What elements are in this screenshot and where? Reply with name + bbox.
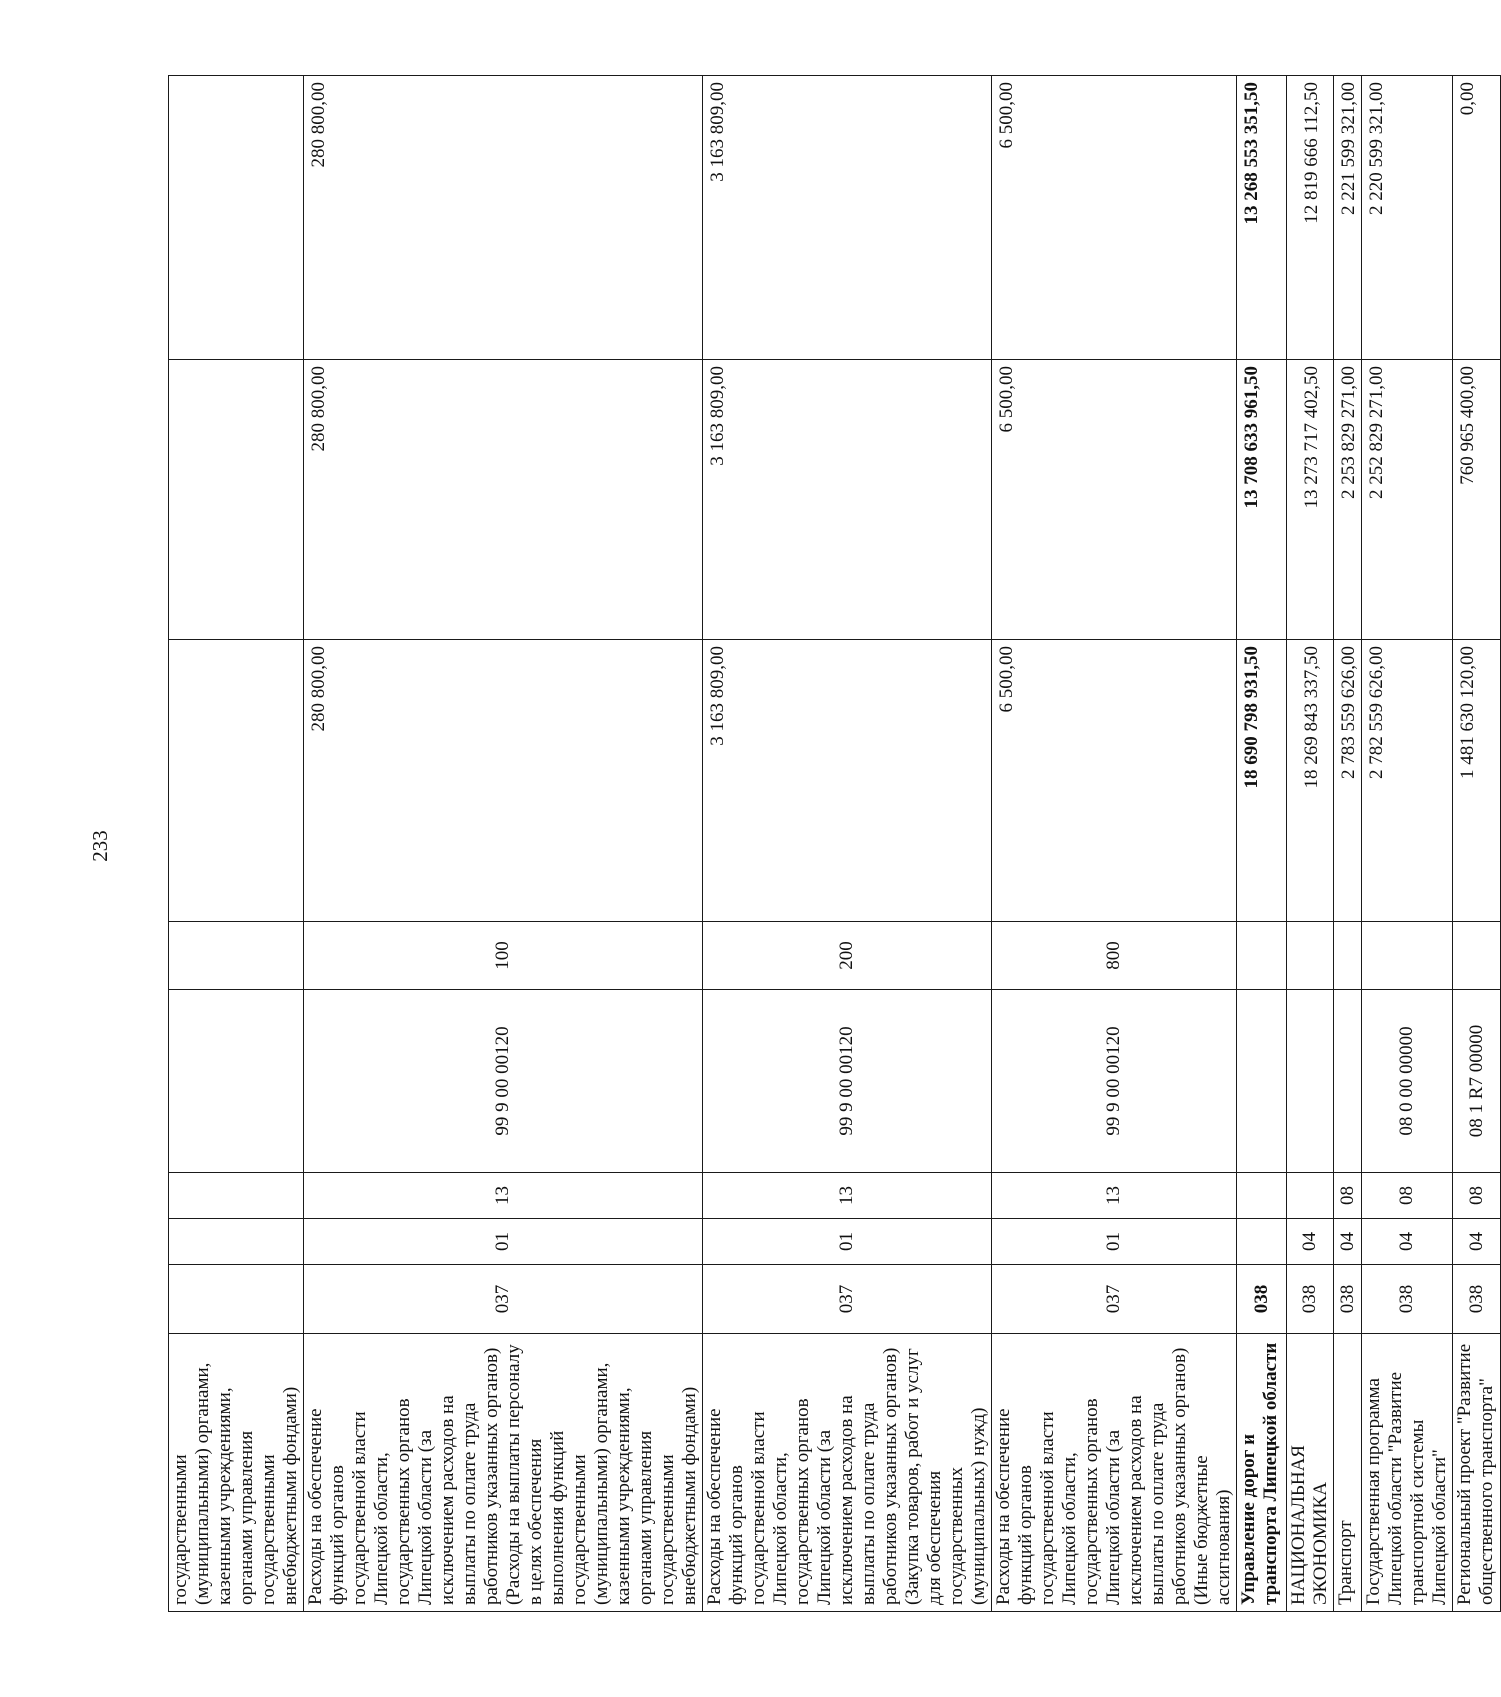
pr-cell: 08	[1362, 1173, 1453, 1219]
page-number: 233	[88, 830, 112, 862]
sum-1-cell: 3 163 809,00	[703, 640, 992, 922]
ved-cell: 038	[1287, 1265, 1334, 1334]
pr-cell: 13	[304, 1173, 703, 1219]
sum-1-cell: 2 783 559 626,00	[1334, 640, 1362, 922]
sum-1-cell: 280 800,00	[304, 640, 703, 922]
csr-cell: 99 9 00 00120	[304, 990, 703, 1173]
csr-cell	[1287, 990, 1334, 1173]
table-row	[1334, 76, 1362, 1612]
sum-1-cell: 1 481 630 120,00	[1453, 640, 1501, 922]
ved-cell: 037	[992, 1265, 1237, 1334]
sum-1-cell	[169, 640, 304, 922]
csr-cell	[1334, 990, 1362, 1173]
csr-cell	[1237, 990, 1287, 1173]
rotated-table-container	[168, 76, 1497, 1612]
sum-1-cell: 18 690 798 931,50	[1237, 640, 1287, 922]
vr-cell: 200	[703, 922, 992, 990]
table-row	[1237, 76, 1287, 1612]
rz-cell: 04	[1362, 1219, 1453, 1265]
sum-3-cell: 2 221 599 321,00	[1334, 76, 1362, 360]
table-row	[1287, 76, 1334, 1612]
pr-cell	[1287, 1173, 1334, 1219]
sum-3-cell: 2 220 599 321,00	[1362, 76, 1453, 360]
ved-cell: 037	[703, 1265, 992, 1334]
sum-2-cell	[169, 360, 304, 640]
vr-cell	[1237, 922, 1287, 990]
sum-2-cell: 13 708 633 961,50	[1237, 360, 1287, 640]
budget-table	[168, 75, 1501, 1612]
sum-2-cell: 3 163 809,00	[703, 360, 992, 640]
pr-cell: 08	[1334, 1173, 1362, 1219]
sum-3-cell: 6 500,00	[992, 76, 1237, 360]
vr-cell	[169, 922, 304, 990]
vr-cell	[1453, 922, 1501, 990]
pr-cell: 13	[703, 1173, 992, 1219]
rz-cell: 01	[703, 1219, 992, 1265]
ved-cell: 038	[1453, 1265, 1501, 1334]
sum-1-cell: 6 500,00	[992, 640, 1237, 922]
csr-cell: 99 9 00 00120	[992, 990, 1237, 1173]
table-row	[992, 76, 1237, 1612]
sum-1-cell: 18 269 843 337,50	[1287, 640, 1334, 922]
row-name: государственными (муниципальными) органами, казенными учреждениями, органами управления государственными внебюджетными фондами)	[169, 1334, 304, 1612]
vr-cell	[1287, 922, 1334, 990]
row-name: Расходы на обеспечение функций органов государственной власти Липецкой области, государственных органов Липецкой области (за исключением расходов на выплаты по оплате труда работников указанных органов) (Расходы на выплаты персоналу в целях обеспечения выполнения функций государственными (муниципальными) органами, казенными учреждениями, органами управления государственными внебюджетными фондами)	[304, 1334, 703, 1612]
sum-3-cell: 12 819 666 112,50	[1287, 76, 1334, 360]
ved-cell: 037	[304, 1265, 703, 1334]
vr-cell	[1334, 922, 1362, 990]
row-name: Расходы на обеспечение функций органов государственной власти Липецкой области, государственных органов Липецкой области (за исключением расходов на выплаты по оплате труда работников указанных органов) (Иные бюджетные ассигнования)	[992, 1334, 1237, 1612]
row-name: Расходы на обеспечение функций органов государственной власти Липецкой области, государственных органов Липецкой области (за исключением расходов на выплаты по оплате труда работников указанных органов) (Закупка товаров, работ и услуг для обеспечения государственных (муниципальных) нужд)	[703, 1334, 992, 1612]
sum-3-cell: 13 268 553 351,50	[1237, 76, 1287, 360]
ved-cell: 038	[1362, 1265, 1453, 1334]
sum-2-cell: 2 252 829 271,00	[1362, 360, 1453, 640]
ved-cell: 038	[1237, 1265, 1287, 1334]
sum-2-cell: 13 273 717 402,50	[1287, 360, 1334, 640]
csr-cell: 08 0 00 00000	[1362, 990, 1453, 1173]
pr-cell: 08	[1453, 1173, 1501, 1219]
row-name: Государственная программа Липецкой области "Развитие транспортной системы Липецкой области"	[1362, 1334, 1453, 1612]
sum-3-cell: 3 163 809,00	[703, 76, 992, 360]
table-row	[1362, 76, 1453, 1612]
table-row	[1453, 76, 1501, 1612]
vr-cell: 800	[992, 922, 1237, 990]
csr-cell: 99 9 00 00120	[703, 990, 992, 1173]
rz-cell: 01	[992, 1219, 1237, 1265]
pr-cell	[1237, 1173, 1287, 1219]
ved-cell	[169, 1265, 304, 1334]
rz-cell: 04	[1287, 1219, 1334, 1265]
rz-cell	[1237, 1219, 1287, 1265]
vr-cell: 100	[304, 922, 703, 990]
sum-2-cell: 760 965 400,00	[1453, 360, 1501, 640]
rz-cell: 04	[1453, 1219, 1501, 1265]
table-row	[304, 76, 703, 1612]
sum-2-cell: 2 253 829 271,00	[1334, 360, 1362, 640]
csr-cell: 08 1 R7 00000	[1453, 990, 1501, 1173]
pr-cell	[169, 1173, 304, 1219]
csr-cell	[169, 990, 304, 1173]
vr-cell	[1362, 922, 1453, 990]
sum-2-cell: 280 800,00	[304, 360, 703, 640]
row-name: Управление дорог и транспорта Липецкой области	[1237, 1334, 1287, 1612]
sum-3-cell: 0,00	[1453, 76, 1501, 360]
rz-cell	[169, 1219, 304, 1265]
table-row	[703, 76, 992, 1612]
rz-cell: 01	[304, 1219, 703, 1265]
ved-cell: 038	[1334, 1265, 1362, 1334]
row-name: Региональный проект "Развитие общественного транспорта"	[1453, 1334, 1501, 1612]
row-name: Транспорт	[1334, 1334, 1362, 1612]
sum-3-cell: 280 800,00	[304, 76, 703, 360]
pr-cell: 13	[992, 1173, 1237, 1219]
sum-2-cell: 6 500,00	[992, 360, 1237, 640]
table-row	[169, 76, 304, 1612]
rz-cell: 04	[1334, 1219, 1362, 1265]
sum-1-cell: 2 782 559 626,00	[1362, 640, 1453, 922]
row-name: НАЦИОНАЛЬНАЯ ЭКОНОМИКА	[1287, 1334, 1334, 1612]
sum-3-cell	[169, 76, 304, 360]
